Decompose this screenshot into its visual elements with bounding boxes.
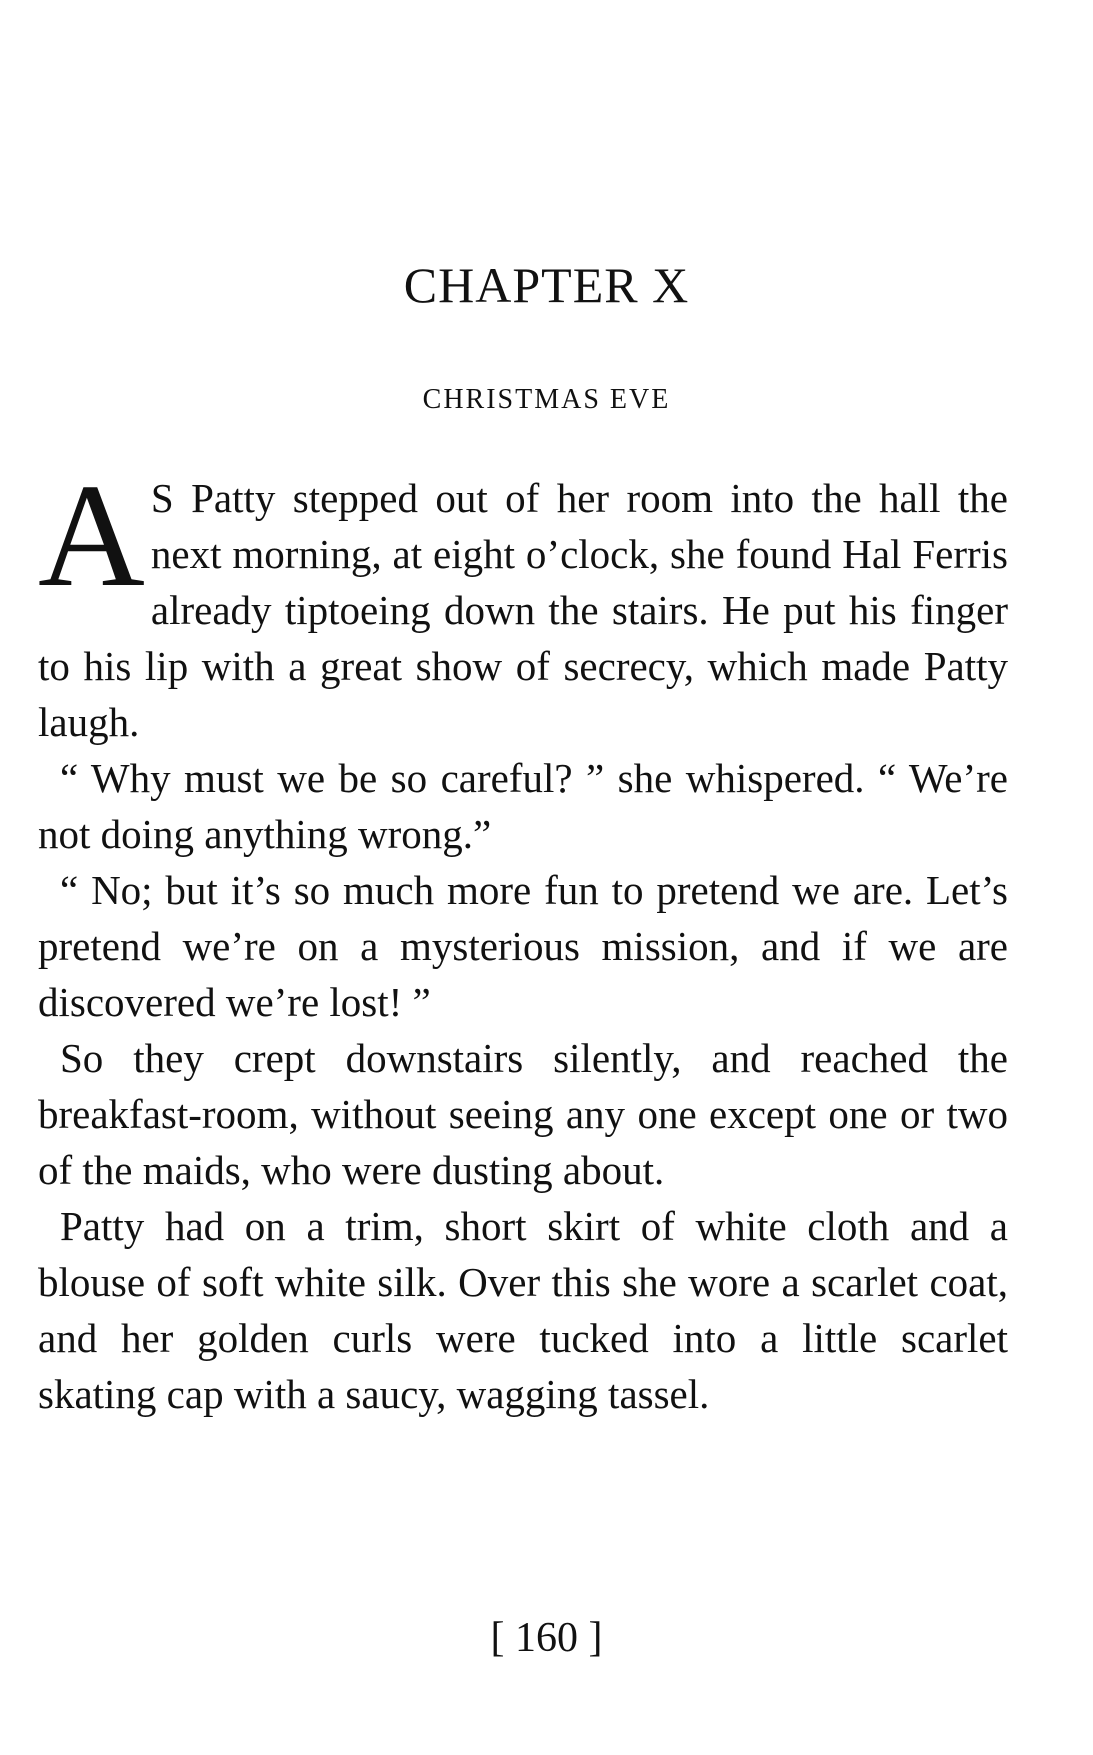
chapter-subtitle: CHRISTMAS EVE [422,384,671,415]
paragraph-1 [38,454,1008,750]
body-text [38,454,1008,1422]
paragraph-4: So they crept downstairs silently, and reached the breakfast-room, without seeing any one except one or two of the maids, who were dusting about. [38,1035,1008,1193]
paragraph-1-text: S Patty stepped out of her room into the hall the next morning, at eight o’clock, she found Hal Ferris already tiptoeing down the stairs. He put his finger to his lip with a great show of secrecy, which made Patty laugh. [38,475,1008,745]
chapter-title: CHAPTER X [403,257,690,313]
paragraph-5: Patty had on a trim, short skirt of white cloth and a blouse of soft white silk. Over this she wore a scarlet coat, and her golden curls were tucked into a little scarlet skating cap with a saucy, wagging tassel. [38,1203,1008,1417]
paragraph-3: “ No; but it’s so much more fun to pretend we are. Let’s pretend we’re on a mysterious mission, and if we are discovered we’re lost! ” [38,867,1008,1025]
paragraph-2: “ Why must we be so careful? ” she whispered. “ We’re not doing anything wrong.” [38,755,1008,857]
drop-cap: A [38,454,145,618]
page-number: [ 160 ] [490,1615,603,1661]
